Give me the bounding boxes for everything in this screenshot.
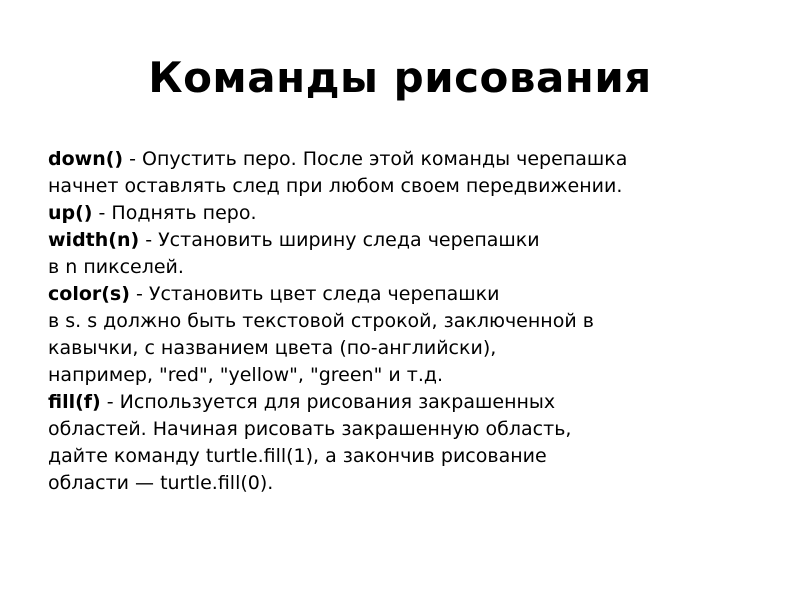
- body-line: [48, 389, 768, 416]
- command-name: width(n): [48, 229, 140, 251]
- body-line: [48, 416, 768, 443]
- command-description: - Поднять перо.: [92, 202, 257, 224]
- command-name: fill(f): [48, 391, 101, 413]
- body-line: [48, 335, 768, 362]
- body-line: [48, 362, 768, 389]
- slide-title: Команды рисования: [148, 53, 652, 102]
- command-description: - Опустить перо. После этой команды черепашка: [123, 148, 628, 170]
- body-line: [48, 281, 768, 308]
- command-name: up(): [48, 202, 93, 224]
- body-line: [48, 308, 768, 335]
- body-line: [48, 470, 768, 497]
- command-description: например, "red", "yellow", "green" и т.д.: [48, 364, 444, 386]
- command-description: - Установить цвет следа черепашки: [129, 283, 500, 305]
- body-line: [48, 227, 768, 254]
- body-line: [48, 200, 768, 227]
- command-description: областей. Начиная рисовать закрашенную область,: [48, 418, 572, 440]
- command-name: color(s): [48, 283, 130, 305]
- body-line: [48, 254, 768, 281]
- body-line: [48, 443, 768, 470]
- command-description: области — turtle.fill(0).: [48, 472, 274, 494]
- command-description: в n пикселей.: [48, 256, 184, 278]
- command-description: в s. s должно быть текстовой строкой, заключенной в: [48, 310, 594, 332]
- command-description: кавычки, с названием цвета (по-английски),: [48, 337, 497, 359]
- body-line: [48, 173, 768, 200]
- command-description: - Используется для рисования закрашенных: [100, 391, 556, 413]
- command-description: начнет оставлять след при любом своем передвижении.: [48, 175, 623, 197]
- command-description: - Установить ширину следа черепашки: [139, 229, 540, 251]
- slide-body: [48, 146, 768, 497]
- command-name: down(): [48, 148, 124, 170]
- body-line: [48, 146, 768, 173]
- command-description: дайте команду turtle.fill(1), а закончив рисование: [48, 445, 547, 467]
